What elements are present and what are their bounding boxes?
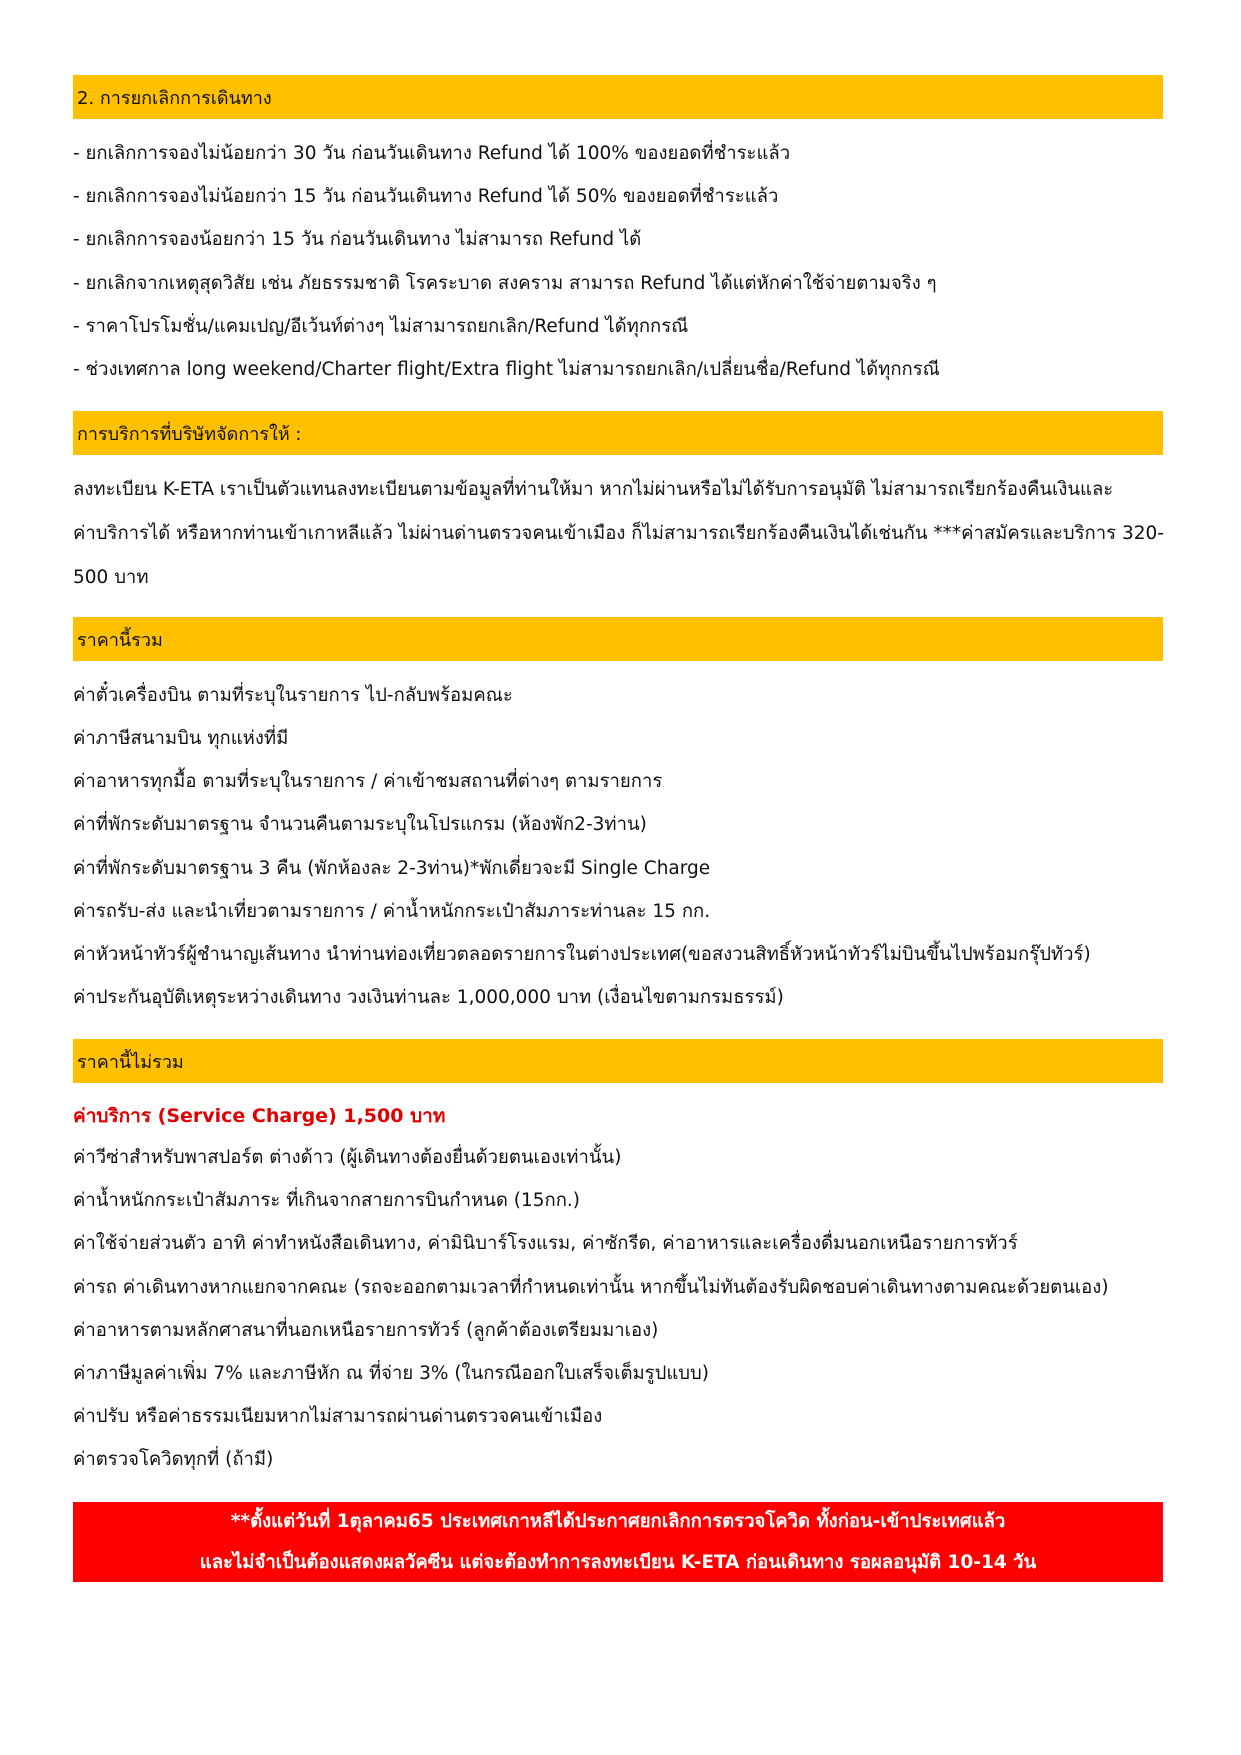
included-item: ค่ารถรับ-ส่ง และนำเที่ยวตามรายการ / ค่าน้ำหนักกระเป๋าสัมภาระท่านละ 15 กก. (73, 901, 711, 922)
included-item: ค่าภาษีสนามบิน ทุกแห่งที่มี (73, 728, 289, 749)
cancellation-item: - ราคาโปรโมชั่น/แคมเปญ/อีเว้นท์ต่างๆ ไม่สามารถยกเลิก/Refund ได้ทุกกรณี (73, 316, 689, 337)
included-item: ค่าอาหารทุกมื้อ ตามที่ระบุในรายการ / ค่าเข้าชมสถานที่ต่างๆ ตามรายการ (73, 771, 663, 792)
service-line: ลงทะเบียน K-ETA เราเป็นตัวแทนลงทะเบียนตามข้อมูลที่ท่านให้มา หากไม่ผ่านหรือไม่ได้รับการอนุมัติ ไม่สามารถเรียกร้องคืนเงินและ (73, 479, 1114, 500)
cancellation-item: - ช่วงเทศกาล long weekend/Charter flight/Extra flight ไม่สามารถยกเลิก/เปลี่ยนชื่อ/Refund ได้ทุกกรณี (73, 359, 940, 380)
excluded-item: ค่าตรวจโควิดทุกที่ (ถ้ามี) (73, 1449, 274, 1470)
cancellation-item: - ยกเลิกการจองน้อยกว่า 15 วัน ก่อนวันเดินทาง ไม่สามารถ Refund ได้ (73, 229, 642, 250)
included-item: ค่าที่พักระดับมาตรฐาน จำนวนคืนตามระบุในโปรแกรม (ห้องพัก2-3ท่าน) (73, 814, 647, 835)
notice-line-1: **ตั้งแต่วันที่ 1ตุลาคม65 ประเทศเกาหลีได้ประกาศยกเลิกการตรวจโควิด ทั้งก่อน-เข้าประเทศแล้ว (230, 1511, 1006, 1532)
cancellation-heading: 2. การยกเลิกการเดินทาง (77, 87, 272, 109)
included-item: ค่าประกันอุบัติเหตุระหว่างเดินทาง วงเงินท่านละ 1,000,000 บาท (เงื่อนไขตามกรมธรรม์) (73, 987, 784, 1008)
service-heading: การบริการที่บริษัทจัดการให้ : (77, 423, 302, 445)
excluded-item: ค่ารถ ค่าเดินทางหากแยกจากคณะ (รถจะออกตามเวลาที่กำหนดเท่านั้น หากขึ้นไม่ทันต้องรับผิดชอบค่าเดินทางตามคณะด้วยตนเอง) (73, 1277, 1109, 1298)
excluded-item: ค่าวีซ่าสำหรับพาสปอร์ต ต่างด้าว (ผู้เดินทางต้องยื่นด้วยตนเองเท่านั้น) (73, 1147, 622, 1168)
service-heading-bar (73, 411, 1163, 455)
included-item: ค่าที่พักระดับมาตรฐาน 3 คืน (พักห้องละ 2-3ท่าน)*พักเดี่ยวจะมี Single Charge (73, 858, 711, 879)
excluded-heading-bar (73, 1039, 1163, 1083)
included-heading: ราคานี้รวม (77, 629, 163, 651)
excluded-item: ค่าอาหารตามหลักศาสนาที่นอกเหนือรายการทัวร์ (ลูกค้าต้องเตรียมมาเอง) (73, 1320, 659, 1341)
cancellation-item: - ยกเลิกจากเหตุสุดวิสัย เช่น ภัยธรรมชาติ โรคระบาด สงคราม สามารถ Refund ได้แต่หักค่าใช้จ่ายตามจริง ๆ (73, 273, 937, 294)
cancellation-item: - ยกเลิกการจองไม่น้อยกว่า 15 วัน ก่อนวันเดินทาง Refund ได้ 50% ของยอดที่ชำระแล้ว (73, 186, 779, 207)
included-item: ค่าหัวหน้าทัวร์ผู้ชำนาญเส้นทาง นำท่านท่องเที่ยวตลอดรายการในต่างประเทศ(ขอสงวนสิทธิ์หัวหน้าทัวร์ไม่บินขึ้นไปพร้อมกรุ๊ปทัวร์) (73, 944, 1091, 965)
included-item: ค่าตั๋วเครื่องบิน ตามที่ระบุในรายการ ไป-กลับพร้อมคณะ (73, 685, 513, 706)
excluded-item: ค่าภาษีมูลค่าเพิ่ม 7% และภาษีหัก ณ ที่จ่าย 3% (ในกรณีออกใบเสร็จเต็มรูปแบบ) (73, 1363, 709, 1384)
covid-notice-banner (73, 1502, 1163, 1582)
service-line: 500 บาท (73, 567, 149, 588)
included-heading-bar (73, 617, 1163, 661)
service-charge-text: ค่าบริการ (Service Charge) 1,500 บาท (73, 1105, 446, 1127)
excluded-item: ค่าน้ำหนักกระเป๋าสัมภาระ ที่เกินจากสายการบินกำหนด (15กก.) (73, 1190, 581, 1211)
excluded-heading: ราคานี้ไม่รวม (77, 1051, 184, 1073)
excluded-item: ค่าปรับ หรือค่าธรรมเนียมหากไม่สามารถผ่านด่านตรวจคนเข้าเมือง (73, 1406, 603, 1427)
excluded-item: ค่าใช้จ่ายส่วนตัว อาทิ ค่าทำหนังสือเดินทาง, ค่ามินิบาร์โรงแรม, ค่าซักรีด, ค่าอาหารและเครื่องดื่มนอกเหนือรายการทัวร์ (73, 1233, 1018, 1254)
notice-line-2: และไม่จำเป็นต้องแสดงผลวัคซีน แต่จะต้องทำการลงทะเบียน K-ETA ก่อนเดินทาง รอผลอนุมัติ 10-14 วัน (199, 1552, 1037, 1573)
cancellation-item: - ยกเลิกการจองไม่น้อยกว่า 30 วัน ก่อนวันเดินทาง Refund ได้ 100% ของยอดที่ชำระแล้ว (73, 143, 791, 164)
service-line: ค่าบริการได้ หรือหากท่านเข้าเกาหลีแล้ว ไม่ผ่านด่านตรวจคนเข้าเมือง ก็ไม่สามารถเรียกร้องคืนเงินได้เช่นกัน ***ค่าสมัครและบริการ 320- (73, 523, 1164, 544)
cancellation-heading-bar (73, 75, 1163, 119)
